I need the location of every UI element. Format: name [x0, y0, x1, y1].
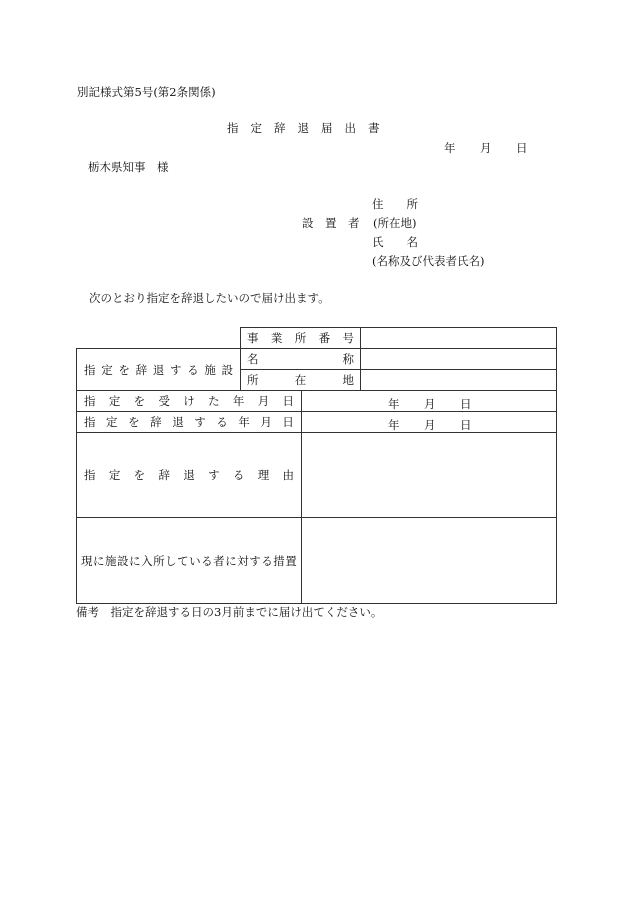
measures-label: 現 に 施 設 に 入 所 し て い る 者 に 対 す る 措 置	[77, 518, 302, 604]
withdrawal-form-table	[76, 327, 557, 604]
withdrawal-date-label: 指 定 を 辞 退 す る 年 月 日	[77, 412, 302, 433]
note: 備考 指定を辞退する日の3月前までに届け出てください。	[76, 605, 383, 619]
withdrawal-year-unit: 年	[388, 418, 400, 432]
location-note: (所在地)	[373, 216, 417, 230]
reason-label: 指 定 を 辞 退 す る 理 由	[77, 433, 302, 518]
withdrawal-month-unit: 月	[424, 418, 436, 432]
office-number-label: 事 業 所 番 号	[241, 328, 361, 349]
designated-date-label: 指 定 を 受 け た 年 月 日	[77, 391, 302, 412]
measures-input[interactable]	[302, 518, 557, 604]
designated-year-unit: 年	[388, 397, 400, 411]
addressee: 栃木県知事 様	[88, 160, 169, 174]
date-day-label: 日	[516, 141, 528, 155]
form-number: 別記様式第5号(第2条関係)	[77, 85, 216, 99]
setter-label: 設 置 者	[302, 216, 360, 230]
facility-group-label: 指 定 を 辞 退 す る 施 設	[77, 349, 241, 391]
name-note: (名称及び代表者氏名)	[372, 254, 485, 268]
page-title: 指定辞退届出書	[227, 121, 392, 135]
date-month-label: 月	[480, 141, 492, 155]
facility-name-input[interactable]	[361, 349, 557, 370]
facility-location-label: 所 在 地	[241, 370, 361, 391]
office-number-input[interactable]	[361, 328, 557, 349]
reason-input[interactable]	[302, 433, 557, 518]
designated-day-unit: 日	[460, 397, 472, 411]
facility-location-input[interactable]	[361, 370, 557, 391]
name-label: 氏 名	[372, 235, 418, 249]
withdrawal-day-unit: 日	[460, 418, 472, 432]
facility-name-label: 名 称	[241, 349, 361, 370]
designated-date-input[interactable]	[302, 391, 557, 412]
withdrawal-date-input[interactable]	[302, 412, 557, 433]
empty-corner-cell	[77, 328, 241, 349]
designated-month-unit: 月	[424, 397, 436, 411]
address-label: 住 所	[372, 197, 418, 211]
date-year-label: 年	[444, 141, 456, 155]
statement: 次のとおり指定を辞退したいので届け出ます。	[89, 291, 330, 305]
